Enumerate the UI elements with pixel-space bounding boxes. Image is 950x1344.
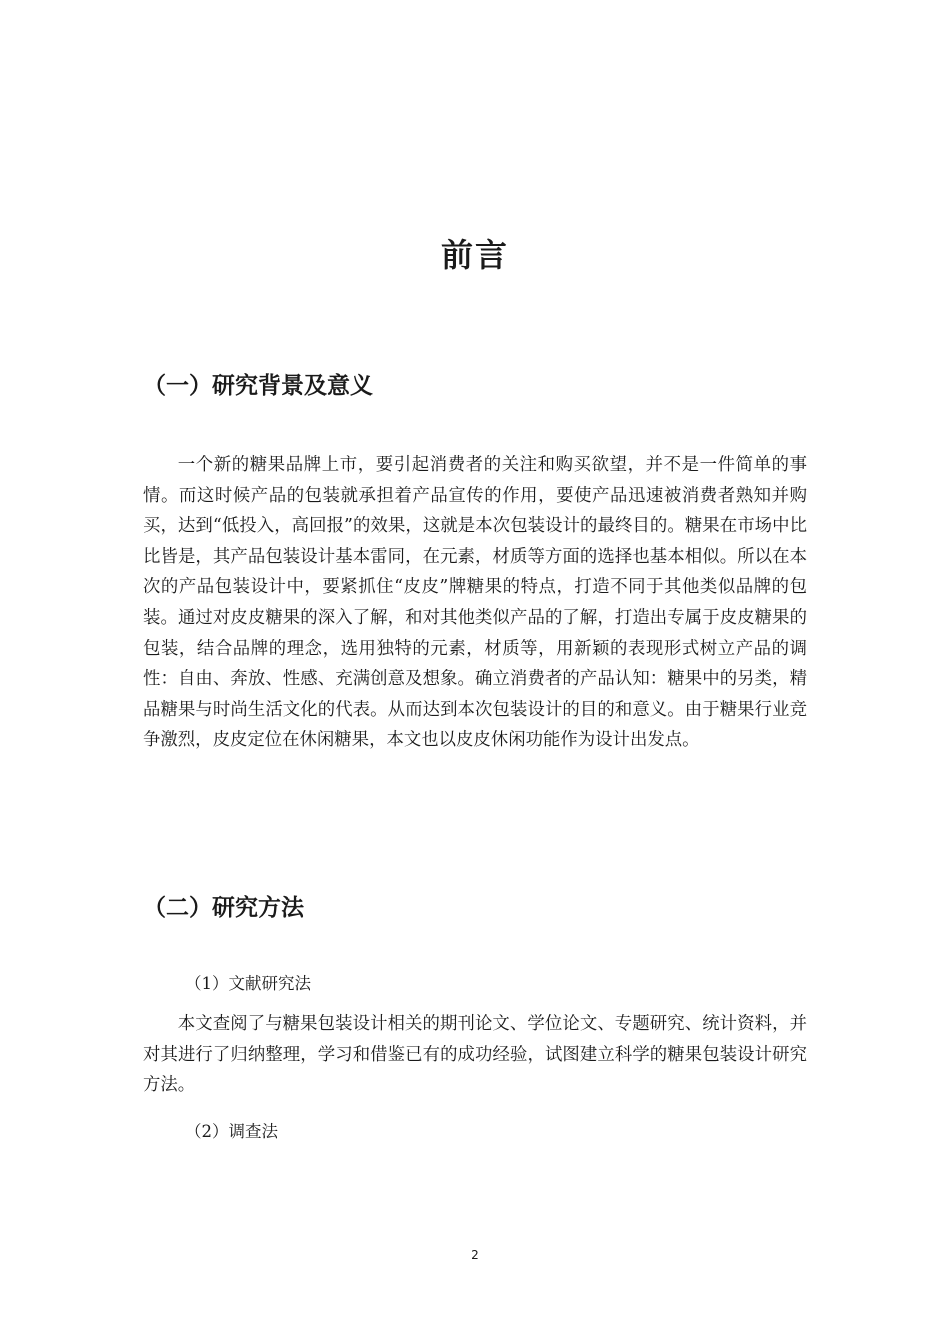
section-heading-methods: （二）研究方法	[143, 895, 304, 921]
page-number: 2	[471, 1248, 479, 1262]
method-label-survey: （2）调查法	[185, 1122, 278, 1141]
page-title: 前言	[440, 236, 509, 274]
section-heading-background: （一）研究背景及意义	[143, 373, 373, 399]
literature-method-paragraph: 本文查阅了与糖果包装设计相关的期刊论文、学位论文、专题研究、统计资料，并对其进行了归纳整理，学习和借鉴已有的成功经验，试图建立科学的糖果包装设计研究方法。	[143, 1014, 807, 1096]
background-paragraph: 一个新的糖果品牌上市，要引起消费者的关注和购买欲望，并不是一件简单的事情。而这时候产品的包装就承担着产品宣传的作用，要使产品迅速被消费者熟知并购买，达到“低投入，高回报”的效果，这就是本次包装设计的最终目的。糖果在市场中比比皆是，其产品包装设计基本雷同，在元素，材质等方面的选择也基本相似。所以在本次的产品包装设计中，要紧抓住“皮皮”牌糖果的特点，打造不同于其他类似品牌的包装。通过对皮皮糖果的深入了解，和对其他类似产品的了解，打造出专属于皮皮糖果的包装，结合品牌的理念，选用独特的元素，材质等，用新颖的表现形式树立产品的调性：自由、奔放、性感、充满创意及想象。确立消费者的产品认知：糖果中的另类，精品糖果与时尚生活文化的代表。从而达到本次包装设计的目的和意义。由于糖果行业竞争激烈，皮皮定位在休闲糖果，本文也以皮皮休闲功能作为设计出发点。	[143, 455, 807, 751]
method-label-literature: （1）文献研究法	[185, 974, 311, 993]
